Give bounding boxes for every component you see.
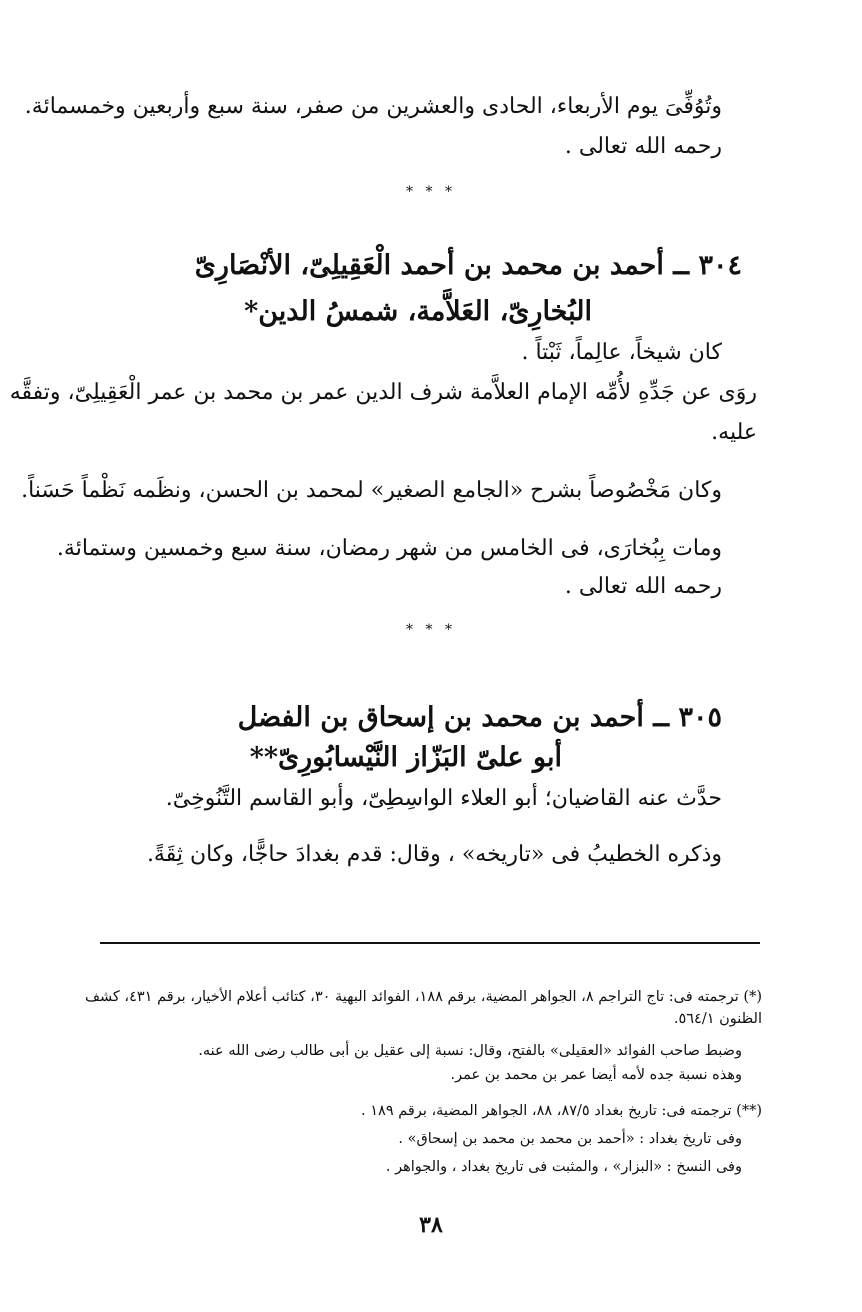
entry-304-paragraph: كان شيخاً، عالِماً، ثَبْتاً . xyxy=(521,340,722,365)
entry-304-paragraph: ومات بِبُخارَى، فى الخامس من شهر رمضان، سنة سبع وخمسين وستمائة. xyxy=(56,536,722,561)
entry-304-heading: ٣٠٤ ــ أحمد بن محمد بن أحمد الْعَقِيلِىّ، الأنْصَارِىّ xyxy=(194,250,742,281)
entry-304-paragraph: وكان مَخْصُوصاً بشرح «الجامع الصغير» لمحمد بن الحسن، ونظَمه نَظْماً حَسَناً. xyxy=(21,478,722,503)
entry-305-paragraph: حدَّث عنه القاضيان؛ أبو العلاء الواسِطِىّ، وأبو القاسم التَّنُوخِىّ. xyxy=(165,786,722,811)
entry-304-paragraph: روَى عن جَدِّهِ لأُمِّه الإمام العلاَّمة شرف الدين عمر بن محمد بن عمر الْعَقِيلِىّ، وتفقَّه xyxy=(9,380,757,405)
page-number: ٣٨ xyxy=(419,1212,443,1238)
footnote-2: (**) ترجمته فى: تاريخ بغداد ٨٧/٥، ٨٨، الجواهر المضية، برقم ١٨٩ . xyxy=(361,1103,762,1119)
entry-303-closing-line: رحمه الله تعالى . xyxy=(564,134,722,159)
entry-304-closing-line: رحمه الله تعالى . xyxy=(564,574,722,599)
footnote-2-note: وفى تاريخ بغداد : «أحمد بن محمد بن محمد بن إسحاق» . xyxy=(398,1131,742,1147)
entry-305-heading-cont: أبو علىّ البَزّاز النَّيْسابُورِىّ** xyxy=(249,742,562,773)
entry-304-paragraph-cont: عليه. xyxy=(711,420,757,445)
entry-305-paragraph: وذكره الخطيبُ فى «تاريخه» ، وقال: قدم بغدادَ حاجًّا، وكان ثِقَةً. xyxy=(146,842,722,867)
footnote-1: (*) ترجمته فى: تاج التراجم ٨، الجواهر المضية، برقم ١٨٨، الفوائد البهية ٣٠، كتائب أعلام الأخيار، برقم ٤٣١، كشف xyxy=(84,989,762,1005)
footnote-1-cont: الظنون ٥٦٤/١. xyxy=(673,1011,762,1027)
section-separator: * * * xyxy=(406,184,456,200)
entry-305-heading: ٣٠٥ ــ أحمد بن محمد بن إسحاق بن الفضل xyxy=(237,702,722,733)
section-separator: * * * xyxy=(406,622,456,638)
footnote-rule xyxy=(100,942,760,944)
footnote-1-note: وضبط صاحب الفوائد «العقيلى» بالفتح، وقال: نسبة إلى عقيل بن أبى طالب رضى الله عنه. xyxy=(198,1043,742,1059)
entry-304-heading-cont: البُخارِىّ، العَلاَّمة، شمسُ الدين* xyxy=(244,296,592,327)
footnote-1-note: وهذه نسبة جده لأمه أيضا عمر بن محمد بن عمر. xyxy=(450,1067,742,1083)
entry-303-text-line: وتُوُفِّىَ يوم الأربعاء، الحادى والعشرين من صفر، سنة سبع وأربعين وخمسمائة. xyxy=(24,94,722,119)
footnote-2-note: وفى النسخ : «البزار» ، والمثبت فى تاريخ بغداد ، والجواهر . xyxy=(385,1159,742,1175)
